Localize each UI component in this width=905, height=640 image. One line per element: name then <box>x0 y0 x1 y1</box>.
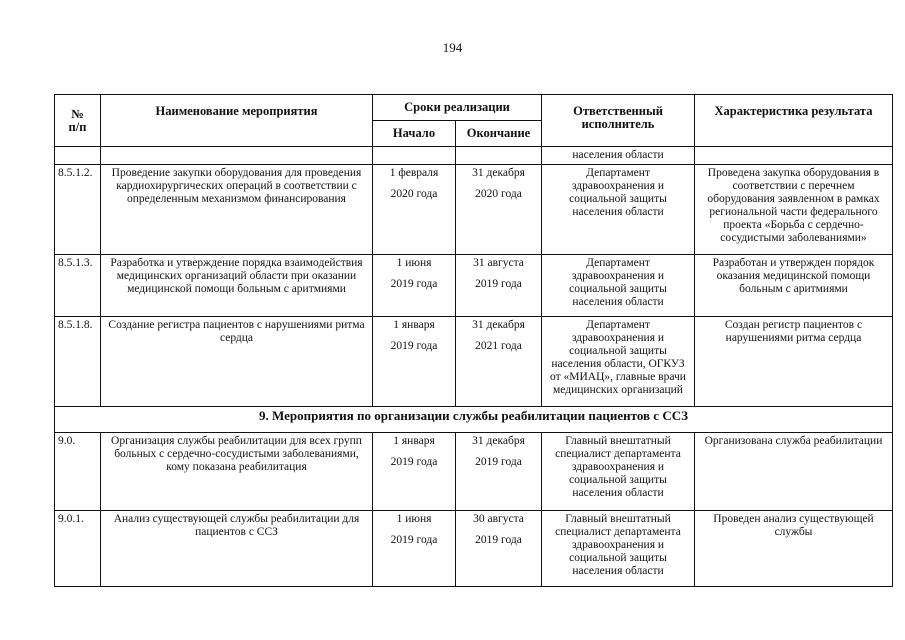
header-num: № п/п <box>55 95 101 147</box>
continuation-row <box>55 147 893 165</box>
row-end <box>456 255 542 317</box>
row-num: 8.5.1.8. <box>55 317 101 407</box>
row-result: Организована служба реабилитации <box>695 433 893 511</box>
row-start-year: 2019 года <box>390 456 438 468</box>
row-end-year: 2019 года <box>475 278 522 290</box>
row-start-day: 1 февраля <box>389 167 439 179</box>
row-responsible: Главный внештатный специалист департамента здравоохранения и социальной защиты населения области <box>542 433 695 511</box>
row-start-year: 2019 года <box>390 340 438 352</box>
row-end-year: 2019 года <box>475 534 522 546</box>
row-start-year: 2019 года <box>390 534 438 546</box>
row-end <box>456 165 542 255</box>
table-row <box>55 511 893 587</box>
row-start-day: 1 июня <box>396 513 432 525</box>
row-end <box>456 317 542 407</box>
row-start <box>373 165 456 255</box>
row-result: Проведена закупка оборудования в соответствии с перечнем оборудования заявленном в рамках региональной части федерального проекта «Борьба с сердечно-сосудистыми заболеваниями» <box>695 165 893 255</box>
row-responsible: Департамент здравоохранения и социальной защиты населения области <box>542 165 695 255</box>
row-name: Организация службы реабилитации для всех групп больных с сердечно-сосудистыми заболеваниями, кому показана реабилитация <box>101 433 373 511</box>
row-end-day: 31 августа <box>473 257 524 269</box>
row-num: 8.5.1.3. <box>55 255 101 317</box>
row-end-year: 2019 года <box>475 456 522 468</box>
row-start-year: 2019 года <box>390 278 438 290</box>
header-result: Характеристика результата <box>695 95 893 147</box>
row-end-year: 2020 года <box>475 188 522 200</box>
row-end-day: 31 декабря <box>472 319 525 331</box>
row-start-year: 2020 года <box>390 188 438 200</box>
row-start <box>373 317 456 407</box>
row-name: Разработка и утверждение порядка взаимодействия медицинских организаций области при оказании медицинской помощи больным с аритмиями <box>101 255 373 317</box>
row-start <box>373 255 456 317</box>
header-responsible: Ответственный исполнитель <box>542 95 695 147</box>
row-name: Создание регистра пациентов с нарушениями ритма сердца <box>101 317 373 407</box>
row-num: 9.0. <box>55 433 101 511</box>
row-responsible: Департамент здравоохранения и социальной защиты населения области, ОГКУЗ от «МИАЦ», главные врачи медицинских организаций <box>542 317 695 407</box>
section-title: 9. Мероприятия по организации службы реабилитации пациентов с ССЗ <box>55 407 893 433</box>
row-name: Анализ существующей службы реабилитации для пациентов с ССЗ <box>101 511 373 587</box>
row-start <box>373 511 456 587</box>
row-result: Проведен анализ существующей службы <box>695 511 893 587</box>
row-start-day: 1 января <box>393 435 435 447</box>
table-row <box>55 165 893 255</box>
plan-table <box>54 94 893 587</box>
row-result: Разработан и утвержден порядок оказания медицинской помощи больным с аритмиями <box>695 255 893 317</box>
row-end-day: 31 декабря <box>472 435 525 447</box>
header-row <box>55 95 893 121</box>
section-row <box>55 407 893 433</box>
continuation-responsible: населения области <box>542 147 695 165</box>
row-start-day: 1 июня <box>396 257 432 269</box>
row-responsible: Главный внештатный специалист департамента здравоохранения и социальной защиты населения области <box>542 511 695 587</box>
header-start: Начало <box>373 121 456 147</box>
row-end-year: 2021 года <box>475 340 522 352</box>
row-num: 9.0.1. <box>55 511 101 587</box>
row-end-day: 30 августа <box>473 513 524 525</box>
row-start-day: 1 января <box>393 319 435 331</box>
table-row <box>55 433 893 511</box>
row-name: Проведение закупки оборудования для проведения кардиохирургических операций в соответствии с определенным механизмом финансирования <box>101 165 373 255</box>
header-end: Окончание <box>456 121 542 147</box>
row-num: 8.5.1.2. <box>55 165 101 255</box>
row-end-day: 31 декабря <box>472 167 525 179</box>
header-terms: Сроки реализации <box>373 95 542 121</box>
page-number: 194 <box>442 40 463 55</box>
row-responsible: Департамент здравоохранения и социальной защиты населения области <box>542 255 695 317</box>
header-name: Наименование мероприятия <box>101 95 373 147</box>
row-start <box>373 433 456 511</box>
table-row <box>55 255 893 317</box>
row-result: Создан регистр пациентов с нарушениями ритма сердца <box>695 317 893 407</box>
row-end <box>456 511 542 587</box>
table-row <box>55 317 893 407</box>
row-end <box>456 433 542 511</box>
